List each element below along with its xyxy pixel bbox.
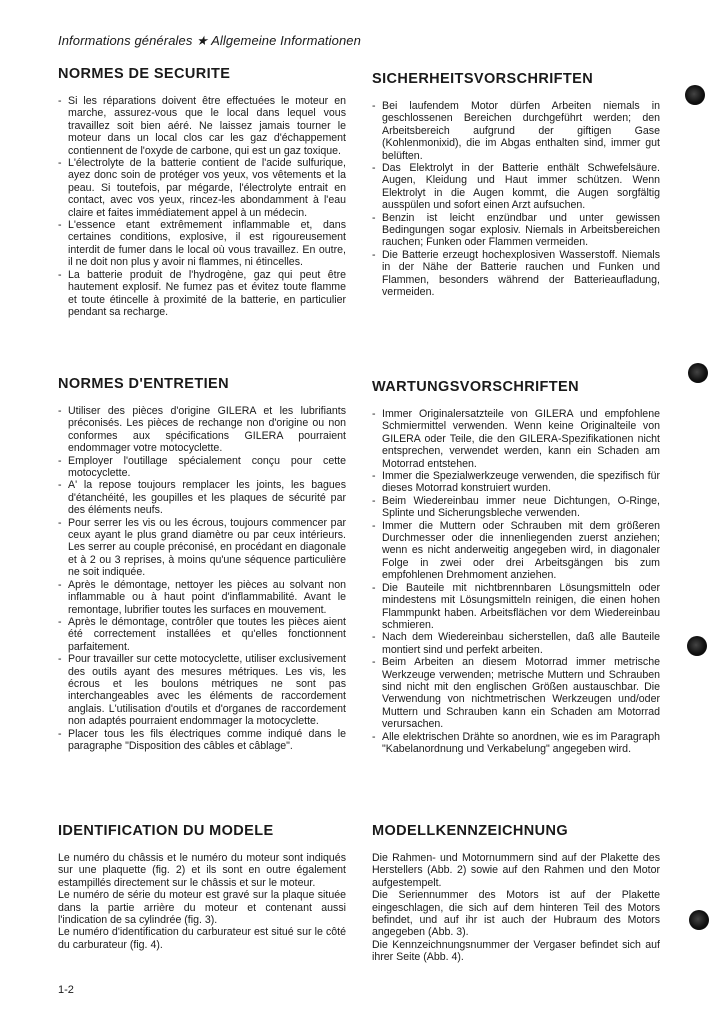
bullet-list bbox=[58, 95, 346, 318]
bullet-list bbox=[372, 100, 660, 299]
list-item: - Bei laufendem Motor dürfen Arbeiten niemals in geschlossenen Bereichen durchgeführt werden; den Arbeitsbereich aufgrund der giftigen Gase (Kohlenmonixid), die im Abgas enthalten sind, immer gut belüften. bbox=[372, 100, 660, 162]
list-item: - Après le démontage, nettoyer les pièces au solvant non inflammable ou à haut point d'inflammabilité. Avant le remontage, lubrifier toutes les surfaces en mouvement. bbox=[58, 578, 346, 616]
paragraph: Die Kennzeichnungsnummer der Vergaser befindet sich auf ihrer Seite (Abb. 4). bbox=[372, 938, 660, 964]
list-item: - Alle elektrischen Drähte so anordnen, wie es im Paragraph "Kabelanordnung und Verkabelung" angegeben wird. bbox=[372, 730, 660, 755]
list-item: - Beim Arbeiten an diesem Motorrad immer metrische Werkzeuge verwenden; metrische Muttern und Schrauben sind nicht mit den englischen Größen austauschbar. Die Verwendung von nichtmetrischen Werkzeugen und/oder Muttern und Schrauben kann ein Schaden am Motorrad verursachen. bbox=[372, 656, 660, 731]
section-identification-modele bbox=[58, 823, 346, 951]
list-item: - Placer tous les fils électriques comme indiqué dans le paragraphe "Disposition des câbles et câblage". bbox=[58, 727, 346, 752]
section-title: NORMES D'ENTRETIEN bbox=[58, 376, 229, 392]
list-item: - Immer die Muttern oder Schrauben mit dem größeren Durchmesser oder die innenliegenden zuerst anziehen; wenn es nicht anderweitig angegeben wird, in diagonaler Folge in zwei oder drei Arbeitsgängen bis zum empfohlenen Drehmoment anziehen. bbox=[372, 519, 660, 582]
punch-hole-decoration bbox=[687, 636, 707, 656]
section-sicherheitsvorschriften bbox=[372, 71, 660, 299]
list-item: - Benzin ist leicht enzündbar und unter gewissen Bedingungen sogar explosiv. Niemals in Arbeitsbereichen rauchen; Funken oder Flammen vermeiden. bbox=[372, 211, 660, 249]
list-item: - La batterie produit de l'hydrogène, gaz qui peut être hautement explosif. Ne fumez pas et évitez toute flamme et toute étincelle à proximité de la batterie, en particulier pendant sa recharge. bbox=[58, 268, 346, 318]
punch-hole-decoration bbox=[688, 363, 708, 383]
page-number: 1-2 bbox=[58, 984, 74, 996]
section-title: SICHERHEITSVORSCHRIFTEN bbox=[372, 71, 594, 87]
punch-hole-decoration bbox=[685, 85, 705, 105]
list-item: - Utiliser des pièces d'origine GILERA et les lubrifiants préconisés. Les pièces de rechange non d'origine ou non conformes aux spécifications GILERA pourraient endommager votre motocyclette. bbox=[58, 405, 346, 455]
list-item: - Nach dem Wiedereinbau sicherstellen, daß alle Bauteile montiert sind und perfekt arbeiten. bbox=[372, 631, 660, 656]
section-normes-entretien bbox=[58, 376, 346, 752]
punch-hole-decoration bbox=[689, 910, 709, 930]
list-item: - Employer l'outillage spécialement conçu pour cette motocyclette. bbox=[58, 454, 346, 480]
section-title: IDENTIFICATION DU MODELE bbox=[58, 823, 274, 839]
section-title: MODELLKENNZEICHNUNG bbox=[372, 823, 569, 839]
bullet-list bbox=[58, 405, 346, 752]
paragraph: Le numéro d'identification du carburateur est situé sur le côté du carburateur (fig. 4). bbox=[58, 926, 346, 951]
paragraph: Die Seriennummer des Motors ist auf der Plakette eingeschlagen, die sich auf dem hinteren Teil des Motors befindet, und auf ihr ist auch der Hubraum des Motors angegeben (Abb. 3). bbox=[372, 889, 660, 939]
section-title: NORMES DE SECURITE bbox=[58, 66, 231, 82]
section-title: WARTUNGSVORSCHRIFTEN bbox=[372, 379, 579, 395]
paragraph: Die Rahmen- und Motornummern sind auf der Plakette des Herstellers (Abb. 2) sowie auf den Rahmen und den Motor aufgestempelt. bbox=[372, 852, 660, 889]
list-item: - A' la repose toujours remplacer les joints, les bagues d'étanchéité, les goupilles et les plaques de sécurité par des éléments neufs. bbox=[58, 479, 346, 517]
list-item: - Beim Wiedereinbau immer neue Dichtungen, O-Ringe, Splinte und Sicherungsbleche verwenden. bbox=[372, 494, 660, 520]
list-item: - Die Bauteile mit nichtbrennbaren Lösungsmitteln oder mindestens mit Lösungsmitteln reinigen, die einen hohen Flammpunkt haben. Arbeitsflächen vor dem Wiedereinbau schmieren. bbox=[372, 581, 660, 631]
list-item: - L'essence etant extrêmement inflammable et, dans certaines conditions, explosive, il est rigoureusement interdit de fumer dans le local où vous travaillez. En outre, il ne doit non plus y avoir ni flammes, ni étincelles. bbox=[58, 219, 346, 269]
list-item: - Si les réparations doivent être effectuées le moteur en marche, assurez-vous que le local dans lequel vous travaillez soit bien aéré. Ne laissez jamais tourner le moteur dans un local clos car les gaz d'échappement contiennent de l'oxyde de carbone, qui est un gaz toxique. bbox=[58, 95, 346, 157]
page-header: Informations générales ★ Allgemeine Informationen bbox=[58, 33, 361, 48]
list-item: - Pour serrer les vis ou les écrous, toujours commencer par ceux ayant le plus grand diamètre ou par ceux intérieurs. Les serrer au couple préconisé, en procédant en diagonale et à 2 ou 3 reprises, à moins qu'une séquence particulière ne soit indiquée. bbox=[58, 516, 346, 579]
paragraph: Le numéro du châssis et le numéro du moteur sont indiqués sur une plaquette (fig. 2) et ils sont en outre également estampillés directement sur le châssis et sur le moteur. bbox=[58, 852, 346, 889]
bullet-list bbox=[372, 408, 660, 755]
list-item: - Das Elektrolyt in der Batterie enthält Schwefelsäure. Augen, Kleidung und Haut immer schützen. Wenn Elektrolyt in die Augen kommt, die Augen sorgfältig ausspülen und sofort einen Arzt aufsuchen. bbox=[372, 162, 660, 212]
list-item: - Après le démontage, contrôler que toutes les pièces aient été correctement installées et qu'elles fonctionnent parfaitement. bbox=[58, 615, 346, 653]
section-wartungsvorschriften bbox=[372, 379, 660, 755]
list-item: - Pour travailler sur cette motocyclette, utiliser exclusivement des outils ayant des mesures métriques. Les vis, les écrous et les boulons métriques ne sont pas interchangeables avec les éléments de raccordement anglais. L'utilisation d'outils et d'organes de raccordement non adaptés pourraient endommager la motocyclette. bbox=[58, 653, 346, 728]
section-modellkennzeichnung bbox=[372, 823, 660, 964]
paragraph: Le numéro de série du moteur est gravé sur la plaque située dans la partie arrière du moteur et contenant aussi l'indication de sa cylindrée (fig. 3). bbox=[58, 889, 346, 927]
list-item: - L'électrolyte de la batterie contient de l'acide sulfurique, ayez donc soin de protéger vos yeux, vos vêtements et la peau. Si toutefois, par mégarde, l'électrolyte entrait en contact, avec vos yeux, rincez-les abondamment à l'eau claire et faites immédiatement appel à un médecin. bbox=[58, 157, 346, 219]
list-item: - Immer Originalersatzteile von GILERA und empfohlene Schmiermittel verwenden. Wenn keine Originalteile von GILERA oder Teile, die den GILERA-Spezifikationen nicht entsprechen, verwendet werden, kann ein Schaden am Motorrad entstehen. bbox=[372, 408, 660, 470]
list-item: - Die Batterie erzeugt hochexplosiven Wasserstoff. Niemals in der Nähe der Batterie rauchen und Funken und Flammen, besonders während der Batterieaufladung, vermeiden. bbox=[372, 248, 660, 299]
list-item: - Immer die Spezialwerkzeuge verwenden, die spezifisch für dieses Motorrad konstruiert wurden. bbox=[372, 470, 660, 495]
section-normes-securite bbox=[58, 66, 346, 318]
